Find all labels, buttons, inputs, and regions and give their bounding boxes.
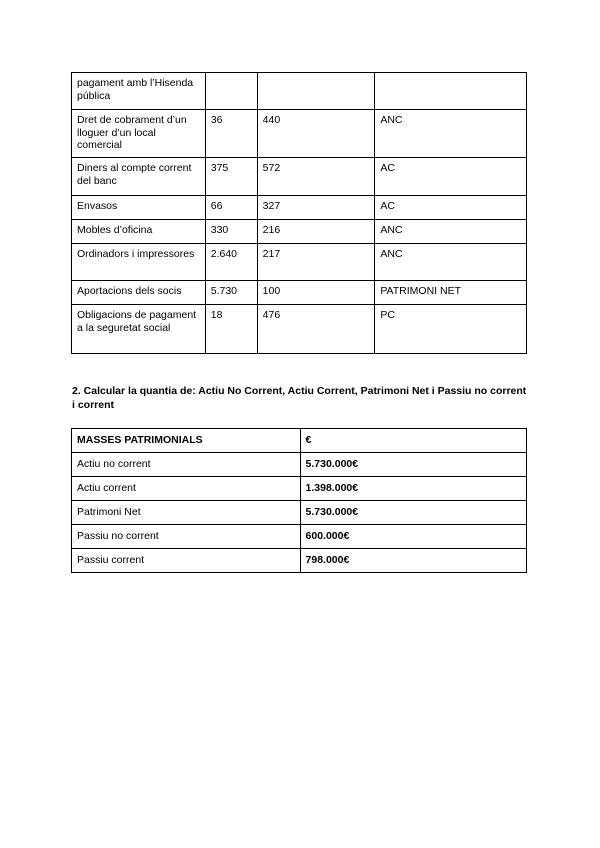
table-row (72, 281, 527, 305)
amount-cell: 375 (205, 158, 257, 196)
header-unit-cell: € (300, 429, 526, 453)
mass-value-cell: 5.730.000€ (300, 501, 526, 525)
code-cell: 100 (257, 281, 375, 305)
concept-cell: Ordinadors i impressores (72, 244, 206, 281)
mass-value-cell: 1.398.000€ (300, 477, 526, 501)
class-cell: ANC (375, 220, 527, 244)
header-label-cell: MASSES PATRIMONIALS (72, 429, 301, 453)
mass-label-cell: Actiu corrent (72, 477, 301, 501)
concept-cell: Diners al compte corrent del banc (72, 158, 206, 196)
table-row (72, 244, 527, 281)
table-header-row (72, 429, 527, 453)
table-row (72, 196, 527, 220)
code-cell: 327 (257, 196, 375, 220)
mass-label-cell: Passiu corrent (72, 549, 301, 573)
amount-cell: 36 (205, 110, 257, 158)
table-row (72, 220, 527, 244)
table-row (72, 477, 527, 501)
mass-value-cell: 5.730.000€ (300, 453, 526, 477)
concept-cell: Aportacions dels socis (72, 281, 206, 305)
code-cell: 440 (257, 110, 375, 158)
table-row (72, 453, 527, 477)
mass-label-cell: Passiu no corrent (72, 525, 301, 549)
class-cell: PC (375, 305, 527, 354)
table-row (72, 525, 527, 549)
table-row (72, 549, 527, 573)
concept-cell: pagament amb l’Hisenda pública (72, 73, 206, 110)
code-cell: 216 (257, 220, 375, 244)
concept-cell: Dret de cobrament d’un lloguer d’un local comercial (72, 110, 206, 158)
class-cell: PATRIMONI NET (375, 281, 527, 305)
code-cell (257, 73, 375, 110)
class-cell (375, 73, 527, 110)
mass-label-cell: Patrimoni Net (72, 501, 301, 525)
concept-cell: Obligacions de pagament a la seguretat social (72, 305, 206, 354)
amount-cell (205, 73, 257, 110)
table-row (72, 73, 527, 110)
mass-label-cell: Actiu no corrent (72, 453, 301, 477)
amount-cell: 2.640 (205, 244, 257, 281)
mass-value-cell: 798.000€ (300, 549, 526, 573)
amount-cell: 66 (205, 196, 257, 220)
table-row (72, 158, 527, 196)
accounts-table (71, 72, 527, 354)
amount-cell: 5.730 (205, 281, 257, 305)
class-cell: ANC (375, 110, 527, 158)
table-row (72, 501, 527, 525)
code-cell: 217 (257, 244, 375, 281)
code-cell: 476 (257, 305, 375, 354)
code-cell: 572 (257, 158, 375, 196)
class-cell: AC (375, 196, 527, 220)
question-heading: 2. Calcular la quantia de: Actiu No Corrent, Actiu Corrent, Patrimoni Net i Passiu no corrent i corrent (72, 385, 527, 411)
concept-cell: Mobles d’oficina (72, 220, 206, 244)
class-cell: ANC (375, 244, 527, 281)
class-cell: AC (375, 158, 527, 196)
mass-value-cell: 600.000€ (300, 525, 526, 549)
amount-cell: 18 (205, 305, 257, 354)
masses-table (71, 428, 527, 573)
table-row (72, 110, 527, 158)
concept-cell: Envasos (72, 196, 206, 220)
amount-cell: 330 (205, 220, 257, 244)
table-row (72, 305, 527, 354)
